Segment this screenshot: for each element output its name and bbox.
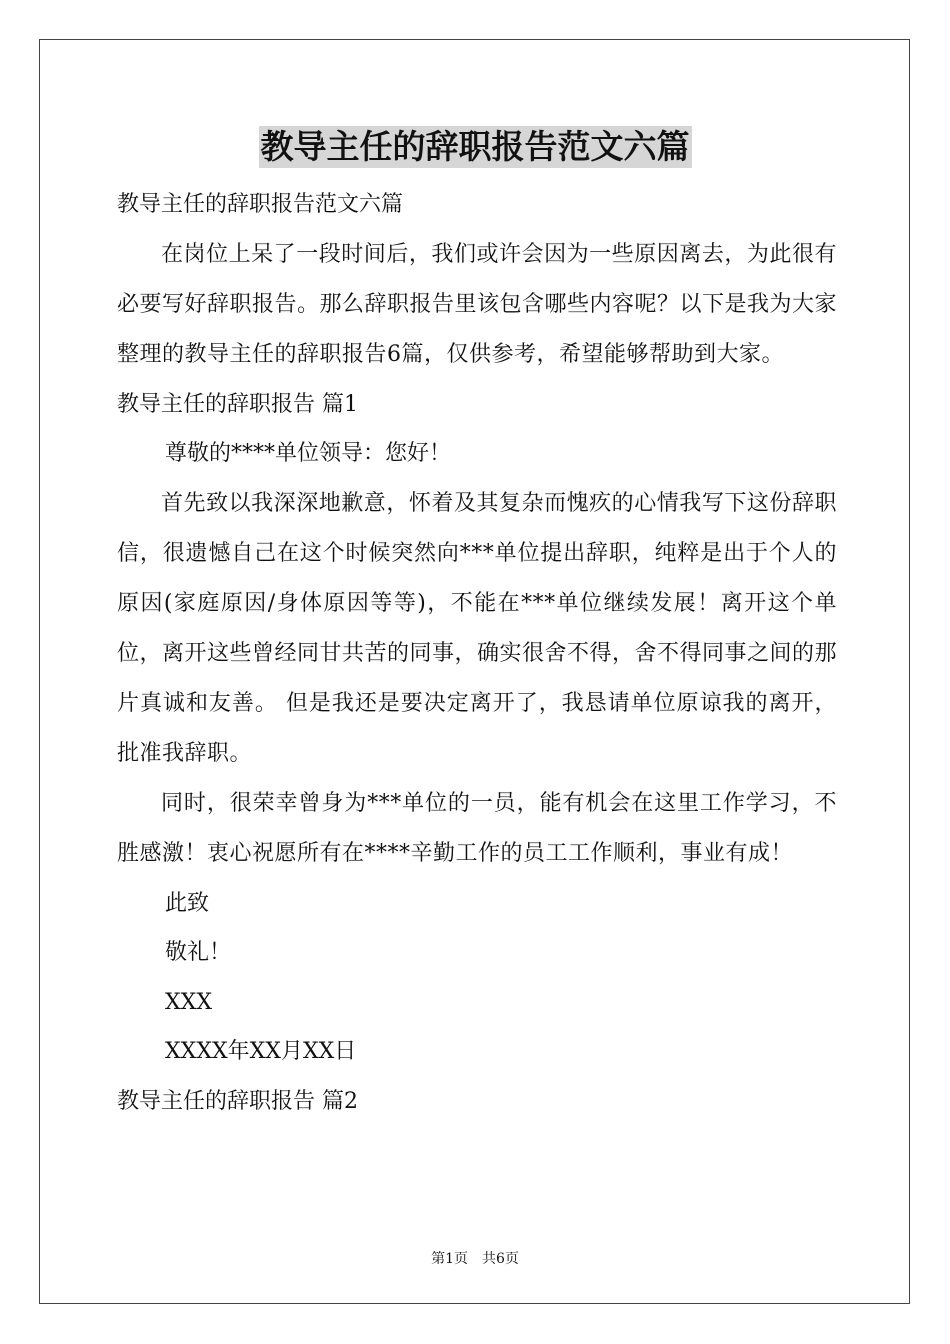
signature: XXX xyxy=(165,989,212,1015)
date-line: XXXX年XX月XX日 xyxy=(165,1039,357,1064)
body-paragraph-1: 首先致以我深深地歉意，怀着及其复杂而愧疚的心情我写下这份辞职信，很遗憾自己在这个时候突然向***单位提出辞职，纯粹是出于个人的原因(家庭原因/身体原因等等)，不能在***单位继续发展！离开这个单位，离开这些曾经同甘共苦的同事，确实很舍不得，舍不得同事之间的那片真诚和友善。 但是我还是要决定离开了，我恳请单位原谅我的离开，批准我辞职。 xyxy=(117,490,838,766)
page-footer: 第1页 共6页 xyxy=(431,1251,519,1267)
title-container xyxy=(0,126,950,168)
section-1-heading: 教导主任的辞职报告 篇1 xyxy=(117,391,358,417)
document-body xyxy=(117,180,837,1126)
salutation: 尊敬的****单位领导：您好！ xyxy=(165,441,452,466)
body-paragraph-2: 同时，很荣幸曾身为***单位的一员，能有机会在这里工作学习，不胜感激！衷心祝愿所有在****辛勤工作的员工工作顺利，事业有成！ xyxy=(117,790,837,866)
closing-line-1: 此致 xyxy=(165,890,210,916)
section-2-heading: 教导主任的辞职报告 篇2 xyxy=(117,1088,358,1114)
document-title: 教导主任的辞职报告范文六篇 xyxy=(260,127,690,166)
document-subtitle: 教导主任的辞职报告范文六篇 xyxy=(117,192,404,217)
intro-paragraph: 在岗位上呆了一段时间后，我们或许会因为一些原因离去，为此很有必要写好辞职报告。那么辞职报告里该包含哪些内容呢？以下是我为大家整理的教导主任的辞职报告6篇，仅供参考，希望能够帮助到大家。 xyxy=(117,241,838,367)
closing-line-2: 敬礼！ xyxy=(165,940,232,965)
